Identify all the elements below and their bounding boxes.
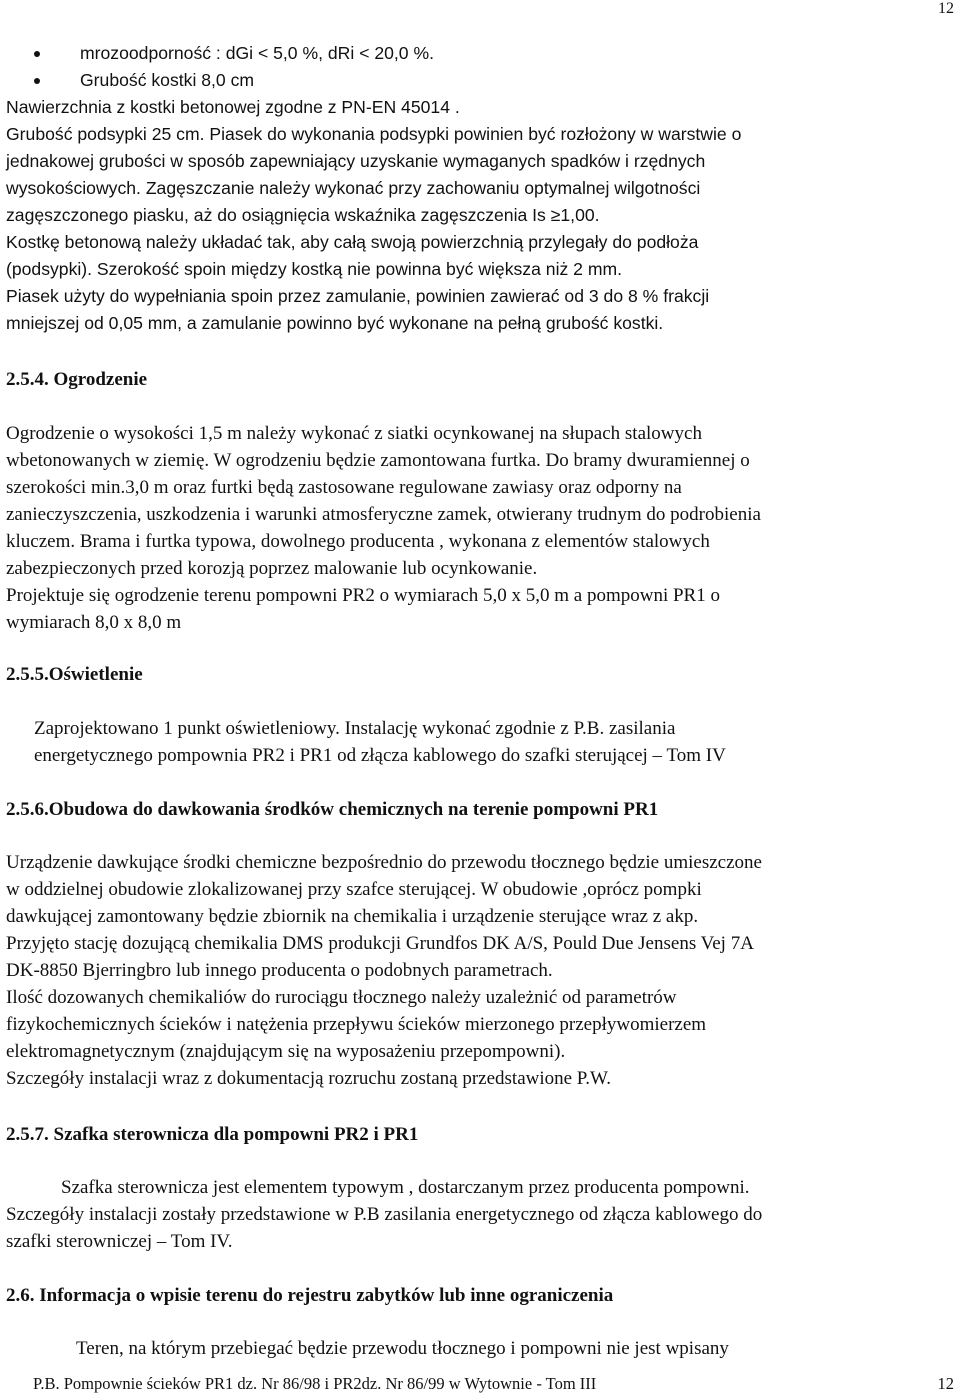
section-body-informacja [6,1335,956,1362]
paragraph-line: Grubość podsypki 25 cm. Piasek do wykonania podsypki powinien być rozłożony w warstwie o [6,124,742,144]
paragraph-line: dawkującej zamontowany będzie zbiornik na chemikalia i urządzenie sterujące wraz z akp. [6,906,699,927]
section-heading-szafka: 2.5.7. Szafka sterownicza dla pompowni PR2 i PR1 [6,1124,419,1145]
paragraph-line: wymiarach 8,0 x 8,0 m [6,612,182,633]
paragraph-line: wysokościowych. Zagęszczanie należy wykonać przy zachowaniu optymalnej wilgotności [6,178,701,198]
paragraph-line: Piasek użyty do wypełniania spoin przez zamulanie, powinien zawierać od 3 do 8 % frakcji [6,286,710,306]
section-body-oswietlenie [34,715,954,769]
paragraph-line: Projektuje się ogrodzenie terenu pompowni PR2 o wymiarach 5,0 x 5,0 m a pompowni PR1 o [6,585,720,606]
paragraph-line: Nawierzchnia z kostki betonowej zgodne z PN-EN 45014 . [6,97,460,117]
paragraph-line: Szafka sterownicza jest elementem typowym , dostarczanym przez producenta pompowni. [61,1177,750,1198]
section-heading-ogrodzenie: 2.5.4. Ogrodzenie [6,369,148,390]
paragraph-line: Ilość dozowanych chemikaliów do rurociągu tłocznego należy uzależnić od parametrów [6,987,677,1008]
paragraph-line: (podsypki). Szerokość spoin między kostką nie powinna być większa niż 2 mm. [6,259,623,279]
paragraph-line: Ogrodzenie o wysokości 1,5 m należy wykonać z siatki ocynkowanej na słupach stalowych [6,423,702,444]
paragraph-line: Przyjęto stację dozującą chemikalia DMS produkcji Grundfos DK A/S, Pould Due Jensens Vej 7A [6,933,754,954]
bullet-icon [34,51,40,57]
section-heading-oswietlenie: 2.5.5.Oświetlenie [6,664,143,685]
bullet-item [6,40,956,67]
paragraph-line: jednakowej grubości w sposób zapewniający uzyskanie wymaganych spadków i rzędnych [6,151,706,171]
paragraph-line: szerokości min.3,0 m oraz furtki będą zastosowane regulowane zawiasy oraz odporny na [6,477,682,498]
section-body-szafka [6,1174,956,1255]
section-body-ogrodzenie [6,420,956,636]
paragraph-line: kluczem. Brama i furtka typowa, dowolnego producenta , wykonana z elementów stalowych [6,531,710,552]
paragraph-line: Kostkę betonową należy układać tak, aby całą swoją powierzchnią przylegały do podłoża [6,232,699,252]
bullet-text: mrozoodporność : dGi < 5,0 %, dRi < 20,0 %. [80,43,435,63]
bullet-text: Grubość kostki 8,0 cm [80,70,255,90]
paragraph-line: zabezpieczonych przed korozją poprzez malowanie lub ocynkowanie. [6,558,538,579]
paragraph-line: Szczegóły instalacji wraz z dokumentacją rozruchu zostaną przedstawione P.W. [6,1068,611,1089]
paragraph-line: wbetonowanych w ziemię. W ogrodzeniu będzie zamontowana furtka. Do bramy dwuramiennej o [6,450,750,471]
page-footer [0,1372,960,1395]
page-number: 12 [938,0,954,17]
paragraph-line: fizykochemicznych ścieków i natężenia przepływu ścieków mierzonego przepływomierzem [6,1014,707,1035]
footer-title: P.B. Pompownie ścieków PR1 dz. Nr 86/98 i PR2dz. Nr 86/99 w Wytownie - Tom III [33,1374,597,1393]
paragraph-line: zagęszczonego piasku, aż do osiągnięcia wskaźnika zagęszczenia Is ≥1,00. [6,205,600,225]
intro-block [6,40,956,337]
bullet-icon [34,78,40,84]
section-heading-obudowa: 2.5.6.Obudowa do dawkowania środków chemicznych na terenie pompowni PR1 [6,799,659,820]
paragraph-line: mniejszej od 0,05 mm, a zamulanie powinno być wykonane na pełną grubość kostki. [6,313,664,333]
paragraph-line: Zaprojektowano 1 punkt oświetleniowy. Instalację wykonać zgodnie z P.B. zasilania [34,718,676,739]
paragraph-line: Teren, na którym przebiegać będzie przewodu tłocznego i pompowni nie jest wpisany [76,1338,729,1359]
paragraph-line: elektromagnetycznym (znajdującym się na wyposażeniu przepompowni). [6,1041,566,1062]
section-body-obudowa [6,849,956,1092]
paragraph-line: DK-8850 Bjerringbro lub innego producenta o podobnych parametrach. [6,960,553,981]
paragraph-line: Urządzenie dawkujące środki chemiczne bezpośrednio do przewodu tłocznego będzie umieszczone [6,852,762,873]
section-heading-informacja: 2.6. Informacja o wpisie terenu do rejestru zabytków lub inne ograniczenia [6,1285,614,1306]
footer-page-number: 12 [937,1374,954,1393]
paragraph-line: zanieczyszczenia, uszkodzenia i warunki atmosferyczne zamek, otwierany trudnym do podrobienia [6,504,761,525]
bullet-item [6,67,956,94]
paragraph-line: szafki sterowniczej – Tom IV. [6,1231,233,1252]
paragraph-line: Szczegóły instalacji zostały przedstawione w P.B zasilania energetycznego od złącza kablowego do [6,1204,763,1225]
paragraph-line: energetycznego pompownia PR2 i PR1 od złącza kablowego do szafki sterującej – Tom IV [34,745,726,766]
paragraph-line: w oddzielnej obudowie zlokalizowanej przy szafce sterującej. W obudowie ,oprócz pompki [6,879,702,900]
